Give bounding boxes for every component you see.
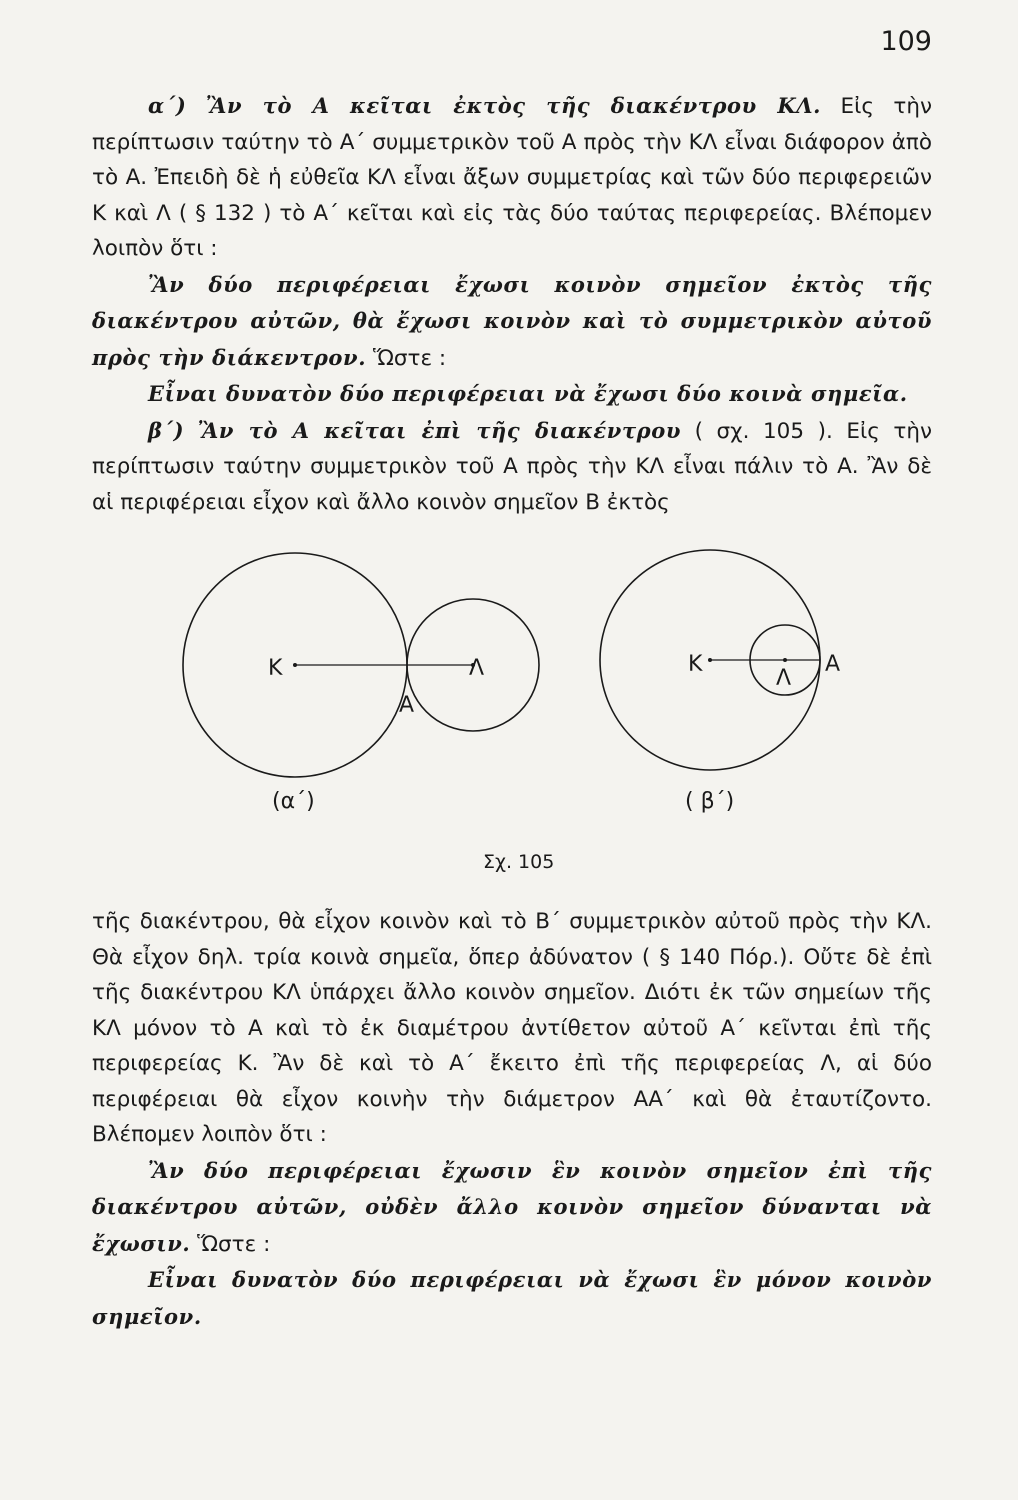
left-label-L: Λ	[469, 656, 485, 681]
left-label-A: Α	[399, 693, 415, 718]
right-label-L: Λ	[776, 666, 792, 691]
hoste-2: Ὥστε :	[197, 1231, 271, 1257]
conclusion-2-paragraph	[92, 1262, 932, 1335]
figure-svg	[180, 545, 940, 875]
case-b-heading: Ἂν τὸ Α κεῖται ἐπὶ τῆς διακέντρου	[197, 417, 682, 443]
case-b-label: β΄)	[148, 417, 185, 443]
left-caption: (α΄)	[272, 789, 315, 814]
case-a-paragraph	[92, 88, 932, 267]
bottom-text-block	[92, 904, 932, 1335]
conclusion-2: Εἶναι δυνατὸν δύο περιφέρειαι νὰ ἔχωσι ἓν μόνον κοινὸν σημεῖον.	[92, 1267, 932, 1329]
right-caption: ( β΄)	[685, 789, 735, 814]
continuation-text: τῆς διακέντρου, θὰ εἶχον κοινὸν καὶ τὸ Β΄ συμμετρικὸν αὐτοῦ πρὸς τὴν ΚΛ. Θὰ εἶχον δηλ. τρία κοινὰ σημεῖα, ὅπερ ἀδύνατον ( § 140 Πόρ.). Οὔτε δὲ ἐπὶ τῆς διακέντρου ΚΛ ὑπάρχει ἄλλο κοινὸν σημεῖον. Διότι ἐκ τῶν σημείων τῆς ΚΛ μόνον τὸ Α καὶ τὸ ἐκ διαμέτρου ἀντίθετον αὐτοῦ Α΄ κεῖνται ἐπὶ τῆς περιφερείας Κ. Ἂν δὲ καὶ τὸ Α΄ ἔκειτο ἐπὶ τῆς περιφερείας Λ, αἱ δύο περιφέρειαι θὰ εἶχον κοινὴν τὴν διάμετρον ΑΑ΄ καὶ θὰ ἐταυτίζοντο. Βλέπομεν λοιπὸν ὅτι :	[92, 909, 932, 1147]
conclusion-1: Εἶναι δυνατὸν δύο περιφέρειαι νὰ ἔχωσι δύο κοινὰ σημεῖα.	[148, 381, 908, 406]
theorem-1-paragraph	[92, 267, 932, 377]
figure-caption: Σχ. 105	[483, 851, 555, 873]
theorem-1: Ἂν δύο περιφέρειαι ἔχωσι κοινὸν σημεῖον ἐκτὸς τῆς διακέντρου αὐτῶν, θὰ ἔχωσι κοινὸν καὶ τὸ συμμετρικὸν αὐτοῦ πρὸς τὴν διάκεντρον.	[92, 271, 932, 370]
case-a-label: α΄)	[148, 93, 187, 118]
theorem-2-paragraph	[92, 1153, 932, 1263]
case-a-text: Εἰς τὴν περίπτωσιν ταύτην τὸ Α΄ συμμετρικὸν τοῦ Α πρὸς τὴν ΚΛ εἶναι διάφορον ἀπὸ τὸ Α. Ἐπειδὴ δὲ ἡ εὐθεῖα ΚΛ εἶναι ἄξων συμμετρίας καὶ τῶν δύο περιφερειῶν Κ καὶ Λ ( § 132 ) τὸ Α΄ κεῖται καὶ εἰς τὰς δύο ταύτας περιφερείας. Βλέπομεν λοιπὸν ὅτι :	[92, 94, 932, 261]
case-a-heading: Ἂν τὸ Α κεῖται ἐκτὸς τῆς διακέντρου ΚΛ.	[205, 93, 822, 118]
figure-105	[180, 545, 940, 875]
continuation-paragraph	[92, 904, 932, 1153]
right-label-K: Κ	[688, 652, 703, 677]
right-label-A: Α	[825, 652, 841, 677]
left-label-K: Κ	[268, 656, 283, 681]
theorem-2: Ἂν δύο περιφέρειαι ἔχωσιν ἓν κοινὸν σημεῖον ἐπὶ τῆς διακέντρου αὐτῶν, οὐδὲν ἄλλο κοινὸν σημεῖον δύνανται νὰ ἔχωσιν.	[92, 1157, 932, 1256]
page-number: 109	[880, 26, 932, 57]
right-point-L	[783, 658, 787, 662]
right-point-K	[708, 658, 712, 662]
conclusion-1-paragraph	[92, 376, 932, 413]
case-b-paragraph	[92, 413, 932, 521]
case-b-text: ( σχ. 105 ). Εἰς τὴν περίπτωσιν ταύτην συμμετρικὸν τοῦ Α πρὸς τὴν ΚΛ εἶναι πάλιν τὸ Α. Ἂν δὲ αἱ περιφέρειαι εἶχον καὶ ἄλλο κοινὸν σημεῖον Β ἐκτὸς	[92, 418, 933, 515]
hoste-1: Ὥστε :	[372, 345, 447, 371]
top-text-block	[92, 88, 932, 520]
left-point-K	[293, 663, 297, 667]
